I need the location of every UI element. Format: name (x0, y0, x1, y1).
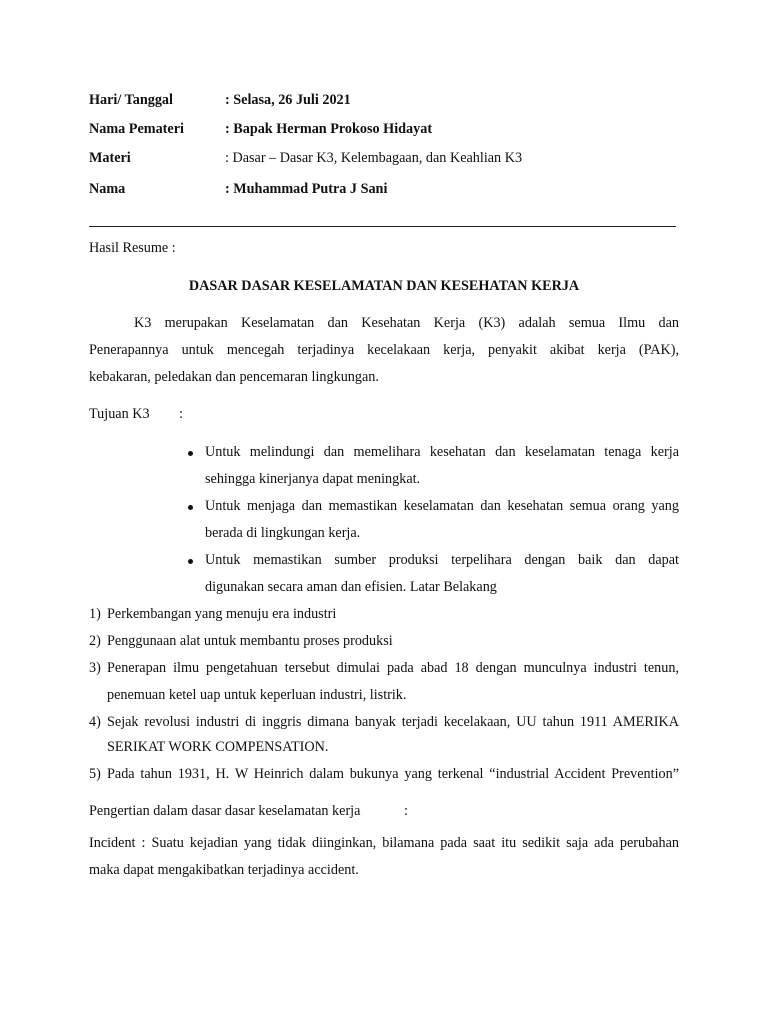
list-item-text: Pada tahun 1931, H. W Heinrich dalam bukunya yang terkenal “industrial Accident Prevention” (107, 766, 679, 782)
meta-label-material: Materi (89, 150, 131, 166)
intro-line: kebakaran, peledakan dan pencemaran lingkungan. (89, 369, 379, 385)
bullet-dot-icon (188, 451, 193, 456)
bullet-line: Untuk memastikan sumber produksi terpelihara dengan baik dan dapat (205, 552, 679, 568)
intro-line: Penerapannya untuk mencegah terjadinya kecelakaan kerja, penyakit akibat kerja (PAK), (89, 342, 679, 358)
meta-value-material: : Dasar – Dasar K3, Kelembagaan, dan Keahlian K3 (225, 150, 523, 166)
list-item-text: Penggunaan alat untuk membantu proses produksi (107, 633, 393, 649)
list-item-text: Penerapan ilmu pengetahuan tersebut dimulai pada abad 18 dengan munculnya industri tenun, (107, 660, 679, 676)
meta-row-date (89, 92, 708, 112)
header-divider (89, 226, 676, 227)
bullet-line: Untuk melindungi dan memelihara kesehatan dan keselamatan tenaga kerja (205, 444, 679, 460)
list-item-text: Perkembangan yang menuju era industri (107, 606, 337, 622)
tujuan-colon: : (179, 406, 183, 422)
bullet-line: sehingga kinerjanya dapat meningkat. (205, 471, 421, 487)
list-item-text: SERIKAT WORK COMPENSATION. (107, 739, 329, 755)
meta-label-date: Hari/ Tanggal (89, 92, 173, 108)
resume-label: Hasil Resume : (89, 240, 176, 256)
list-number: 1) (89, 606, 101, 622)
meta-value-name: : Muhammad Putra J Sani (225, 181, 388, 197)
bullet-dot-icon (188, 559, 193, 564)
incident-line: maka dapat mengakibatkan terjadinya accident. (89, 862, 359, 878)
meta-label-name: Nama (89, 181, 126, 197)
tujuan-label: Tujuan K3 (89, 406, 150, 422)
meta-value-speaker: : Bapak Herman Prokoso Hidayat (225, 121, 433, 137)
bullet-dot-icon (188, 505, 193, 510)
incident-line: Incident : Suatu kejadian yang tidak diinginkan, bilamana pada saat itu sedikit saja ada perubahan (89, 835, 679, 851)
list-item-text: Sejak revolusi industri di inggris dimana banyak terjadi kecelakaan, UU tahun 1911 AMERIKA (107, 714, 679, 730)
bullet-line: Untuk menjaga dan memastikan keselamatan dan kesehatan semua orang yang (205, 498, 679, 514)
list-number: 3) (89, 660, 101, 676)
list-number: 4) (89, 714, 101, 730)
meta-row-speaker (89, 121, 708, 141)
bullet-line: digunakan secara aman dan efisien. Latar Belakang (205, 579, 497, 595)
list-item-text: penemuan ketel uap untuk keperluan industri, listrik. (107, 687, 407, 703)
meta-row-material (89, 150, 708, 170)
document-title: DASAR DASAR KESELAMATAN DAN KESEHATAN KERJA (188, 278, 580, 294)
intro-line: K3 merupakan Keselamatan dan Kesehatan Kerja (K3) adalah semua Ilmu dan (134, 315, 679, 331)
meta-label-speaker: Nama Pemateri (89, 121, 184, 137)
list-number: 5) (89, 766, 101, 782)
meta-row-name (89, 181, 708, 201)
bullet-line: berada di lingkungan kerja. (205, 525, 361, 541)
meta-value-date: : Selasa, 26 Juli 2021 (225, 92, 351, 108)
pengertian-colon: : (404, 803, 408, 819)
pengertian-label: Pengertian dalam dasar dasar keselamatan kerja (89, 803, 361, 819)
list-number: 2) (89, 633, 101, 649)
